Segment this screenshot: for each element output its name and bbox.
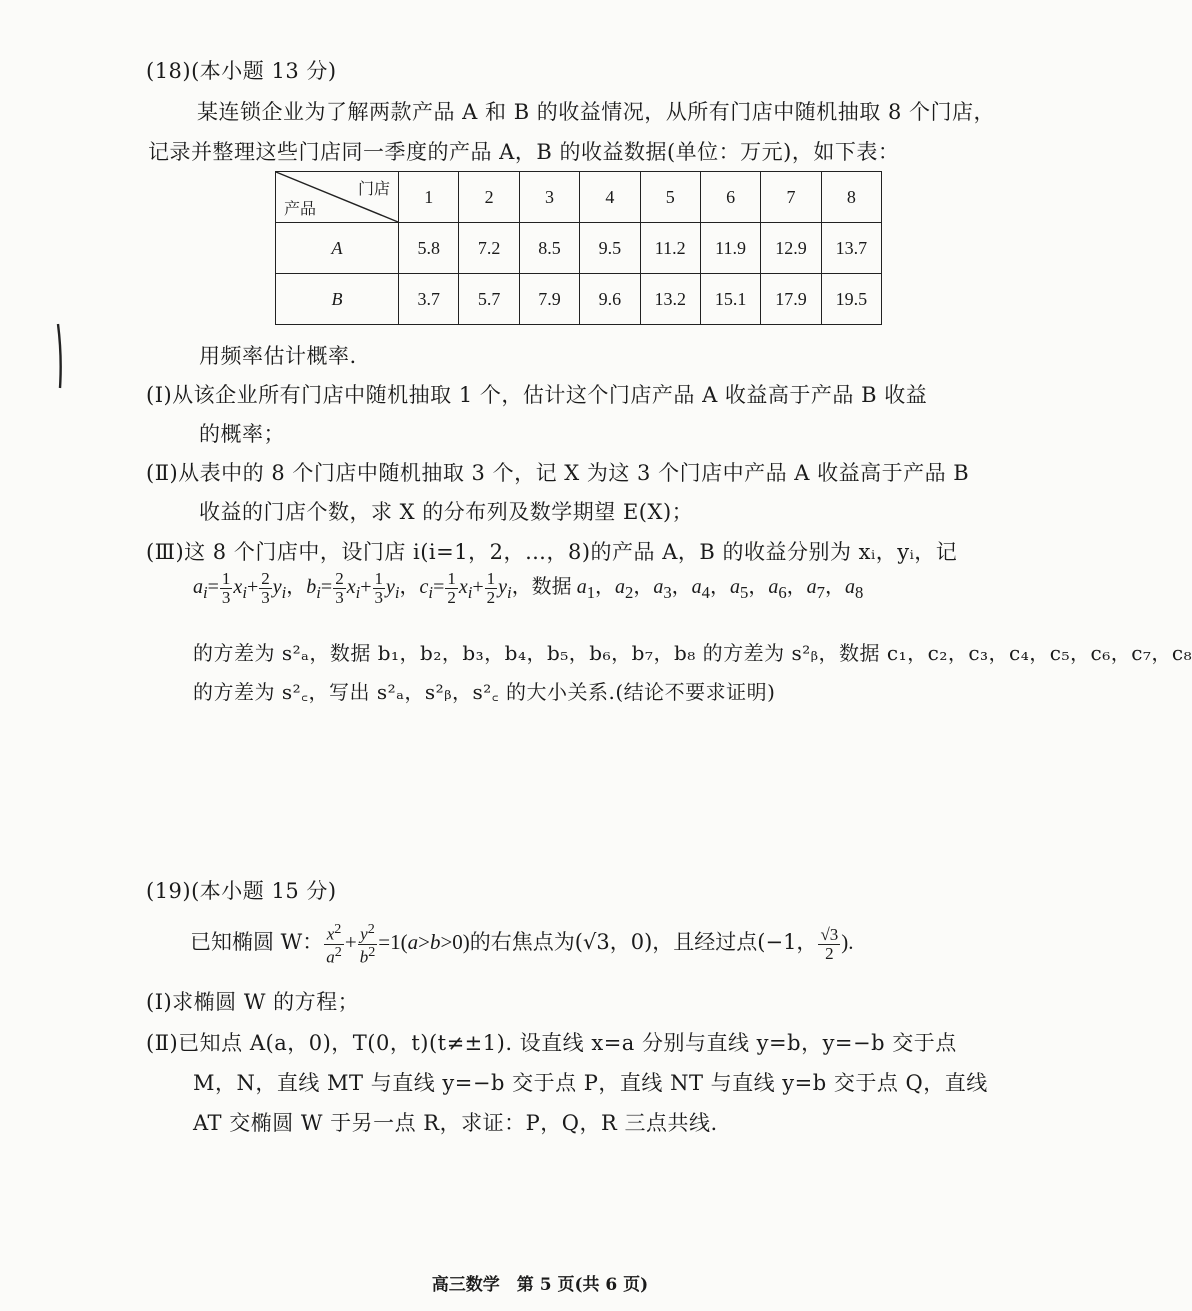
table-cell: 9.5 bbox=[580, 223, 640, 274]
col-header: 7 bbox=[761, 172, 821, 223]
q19-part2-line1: (Ⅱ)已知点 A(a，0)，T(0，t)(t≠±1). 设直线 x=a 分别与直线 y=b，y=−b 交于点 bbox=[146, 1031, 957, 1055]
q18-note: 用频率估计概率. bbox=[199, 344, 357, 368]
col-header: 5 bbox=[640, 172, 700, 223]
table-cell: 17.9 bbox=[761, 274, 821, 325]
col-header: 1 bbox=[399, 172, 459, 223]
corner-label-store: 门店 bbox=[357, 181, 390, 198]
q19-intro-suffix: 的右焦点为(√3，0)，且经过点(−1， bbox=[469, 929, 818, 954]
table-cell: 7.2 bbox=[459, 223, 519, 274]
table-cell: 15.1 bbox=[700, 274, 760, 325]
q18-intro-line1: 某连锁企业为了解两款产品 A 和 B 的收益情况，从所有门店中随机抽取 8 个门店， bbox=[197, 100, 996, 124]
q19-intro-prefix: 已知椭圆 W： bbox=[190, 929, 324, 954]
q19-part1: (Ⅰ)求椭圆 W 的方程； bbox=[146, 990, 360, 1014]
row-label: A bbox=[276, 223, 399, 274]
col-header: 8 bbox=[821, 172, 881, 223]
table-cell: 13.7 bbox=[821, 223, 881, 274]
corner-label-product: 产品 bbox=[284, 201, 317, 218]
table-cell: 11.9 bbox=[700, 223, 760, 274]
table-cell: 5.8 bbox=[399, 223, 459, 274]
col-header: 6 bbox=[700, 172, 760, 223]
col-header: 4 bbox=[580, 172, 640, 223]
table-header-row bbox=[276, 172, 882, 223]
margin-bracket-mark bbox=[56, 322, 64, 390]
q18-part3-line4: 的方差为 s²꜀，写出 s²ₐ，s²ᵦ，s²꜀ 的大小关系.(结论不要求证明) bbox=[193, 680, 776, 704]
q18-part3-formula: $a_i=$ $\frac{1}{3}$ $x_i+$ $\frac{2}{3}$ $y_i$，$b_i=$ $\frac{2}{3}$ $x_i+$ $\frac{1}{3}$ $y_i$，$c_i=$ $\frac{1}{2}$ $x_i+$ $\frac{1}{2}$ $y_i$，数据 $a_1$，$a_2$，$a_3$，$a_4$，$a_5$，$a_6$，$a_7$，$a_8$ bbox=[193, 569, 864, 607]
table-row bbox=[276, 274, 882, 325]
table-corner-cell bbox=[276, 172, 399, 223]
q18-part2-line1: (Ⅱ)从表中的 8 个门店中随机抽取 3 个，记 X 为这 3 个门店中产品 A 收益高于产品 B bbox=[146, 461, 970, 485]
table-cell: 13.2 bbox=[640, 274, 700, 325]
q18-header: (18)(本小题 13 分) bbox=[146, 59, 337, 83]
table-cell: 9.6 bbox=[580, 274, 640, 325]
table-cell: 7.9 bbox=[519, 274, 579, 325]
q19-part2-line2: M，N，直线 MT 与直线 y=−b 交于点 P，直线 NT 与直线 y=b 交于点 Q，直线 bbox=[193, 1071, 988, 1095]
q18-part3-line1: (Ⅲ)这 8 个门店中，设门店 i(i=1，2，…，8)的产品 A，B 的收益分别为 xᵢ，yᵢ，记 bbox=[146, 540, 958, 564]
table-cell: 11.2 bbox=[640, 223, 700, 274]
revenue-table bbox=[275, 171, 882, 325]
row-label: B bbox=[276, 274, 399, 325]
q18-intro-line2: 记录并整理这些门店同一季度的产品 A，B 的收益数据(单位：万元)，如下表： bbox=[148, 140, 900, 164]
table-cell: 5.7 bbox=[459, 274, 519, 325]
table-cell: 8.5 bbox=[519, 223, 579, 274]
page-footer: 高三数学 第 5 页(共 6 页) bbox=[431, 1275, 649, 1295]
col-header: 2 bbox=[459, 172, 519, 223]
table-cell: 3.7 bbox=[399, 274, 459, 325]
q19-part2-line3: AT 交椭圆 W 于另一点 R，求证：P，Q，R 三点共线. bbox=[193, 1111, 718, 1135]
q19-intro: 已知椭圆 W： $\frac{x^2}{a^2}$ + $\frac{y^2}{b^2}$ =1(a>b>0)的右焦点为(√3，0)，且经过点(−1， $\frac{√3}{2}$ ). bbox=[190, 921, 854, 967]
q18-part3-line3: 的方差为 s²ₐ，数据 b₁，b₂，b₃，b₄，b₅，b₆，b₇，b₈ 的方差为 s²ᵦ，数据 c₁，c₂，c₃，c₄，c₅，c₆，c₇，c₈ bbox=[193, 641, 1192, 665]
table-cell: 19.5 bbox=[821, 274, 881, 325]
q19-header: (19)(本小题 15 分) bbox=[146, 879, 337, 903]
table-row bbox=[276, 223, 882, 274]
col-header: 3 bbox=[519, 172, 579, 223]
q18-part2-line2: 收益的门店个数，求 X 的分布列及数学期望 E(X)； bbox=[199, 500, 694, 524]
q18-part1-line1: (Ⅰ)从该企业所有门店中随机抽取 1 个，估计这个门店产品 A 收益高于产品 B 收益 bbox=[146, 383, 928, 407]
q18-part1-line2: 的概率； bbox=[199, 422, 285, 446]
table-cell: 12.9 bbox=[761, 223, 821, 274]
